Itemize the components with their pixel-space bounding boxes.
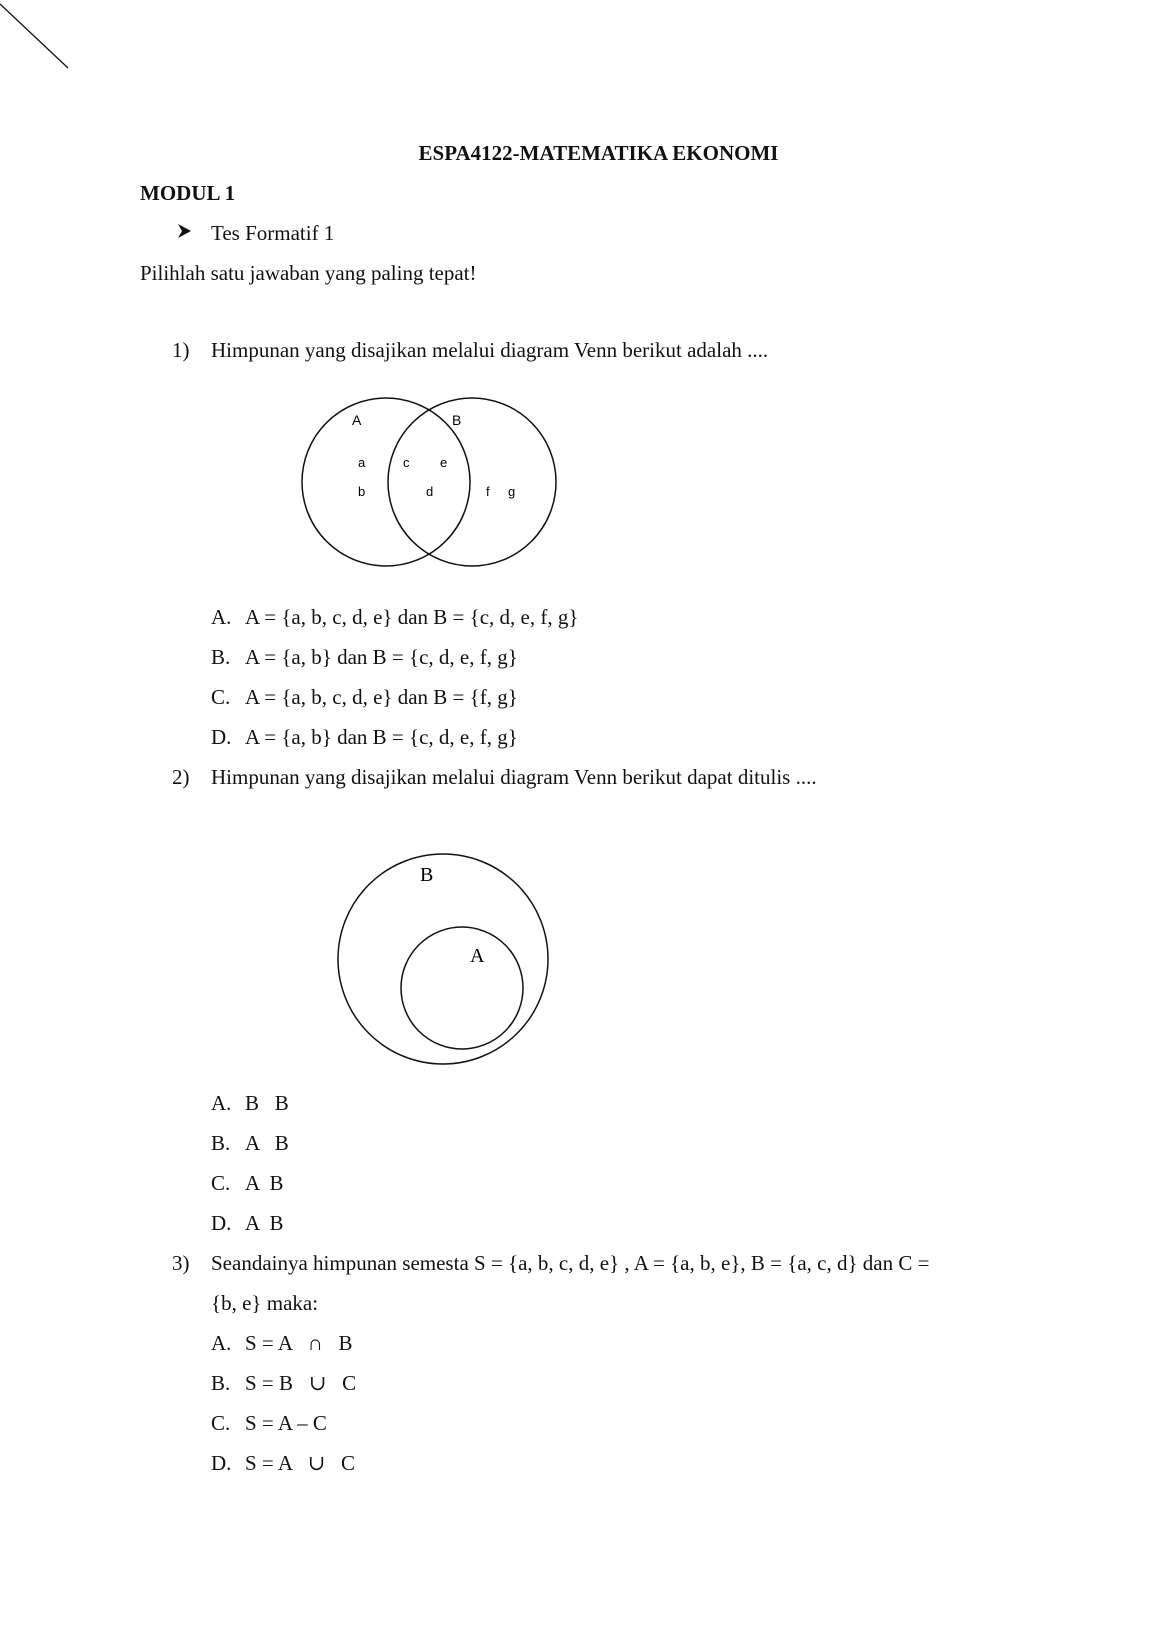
- instruction-text: Pilihlah satu jawaban yang paling tepat!: [140, 261, 477, 285]
- option-text[interactable]: A = {a, b} dan B = {c, d, e, f, g}: [245, 725, 518, 749]
- option-text[interactable]: A B: [245, 1171, 284, 1195]
- element-label: c: [403, 455, 410, 470]
- option-label[interactable]: C.: [211, 685, 231, 709]
- element-label: f: [486, 484, 490, 499]
- option-text[interactable]: S = A ∪ C: [245, 1451, 355, 1475]
- question-text-continuation: {b, e} maka:: [211, 1291, 319, 1315]
- arrowhead-bullet-icon: [177, 221, 193, 247]
- option-label[interactable]: B.: [211, 1371, 231, 1395]
- set-a-circle: [302, 398, 470, 566]
- element-label: d: [426, 484, 434, 499]
- option-label[interactable]: A.: [211, 1331, 232, 1355]
- question-number: 3): [172, 1251, 190, 1275]
- option-label[interactable]: D.: [211, 1211, 232, 1235]
- element-label: a: [358, 455, 366, 470]
- option-label[interactable]: D.: [211, 725, 232, 749]
- element-label: g: [508, 484, 516, 499]
- document-title: ESPA4122-MATEMATIKA EKONOMI: [418, 141, 779, 165]
- option-label[interactable]: B.: [211, 1131, 231, 1155]
- venn-diagram-two-sets: [300, 396, 580, 586]
- option-text[interactable]: A = {a, b} dan B = {c, d, e, f, g}: [245, 645, 518, 669]
- option-text[interactable]: A = {a, b, c, d, e} dan B = {c, d, e, f, g}: [245, 605, 579, 629]
- option-label[interactable]: B.: [211, 645, 231, 669]
- question-text: Himpunan yang disajikan melalui diagram Venn berikut dapat ditulis ....: [211, 765, 817, 789]
- option-label[interactable]: D.: [211, 1451, 232, 1475]
- option-text[interactable]: S = A – C: [245, 1411, 327, 1435]
- question-text: Himpunan yang disajikan melalui diagram Venn berikut adalah ....: [211, 338, 769, 362]
- set-b-label: B: [452, 412, 462, 428]
- venn-diagram-subset: [332, 848, 552, 1068]
- option-label[interactable]: C.: [211, 1171, 231, 1195]
- set-a-label: A: [352, 412, 362, 428]
- question-text: Seandainya himpunan semesta S = {a, b, c, d, e} , A = {a, b, e}, B = {a, c, d} dan C =: [211, 1251, 930, 1275]
- outer-set-label: B: [420, 864, 434, 886]
- option-label[interactable]: C.: [211, 1411, 231, 1435]
- element-label: b: [358, 484, 366, 499]
- option-text[interactable]: A B: [245, 1211, 284, 1235]
- section-title: Tes Formatif 1: [211, 221, 335, 245]
- option-text[interactable]: A = {a, b, c, d, e} dan B = {f, g}: [245, 685, 518, 709]
- corner-mark: [0, 0, 80, 80]
- inner-set-label: A: [470, 945, 485, 967]
- element-label: e: [440, 455, 448, 470]
- question-number: 1): [172, 338, 190, 362]
- module-heading: MODUL 1: [140, 181, 236, 205]
- option-text[interactable]: B B: [245, 1091, 289, 1115]
- option-label[interactable]: A.: [211, 605, 232, 629]
- option-text[interactable]: S = A ∩ B: [245, 1331, 353, 1355]
- option-text[interactable]: A B: [245, 1131, 289, 1155]
- option-text[interactable]: S = B ∪ C: [245, 1371, 357, 1395]
- inner-set-circle: [401, 927, 523, 1049]
- question-number: 2): [172, 765, 190, 789]
- set-b-circle: [388, 398, 556, 566]
- option-label[interactable]: A.: [211, 1091, 232, 1115]
